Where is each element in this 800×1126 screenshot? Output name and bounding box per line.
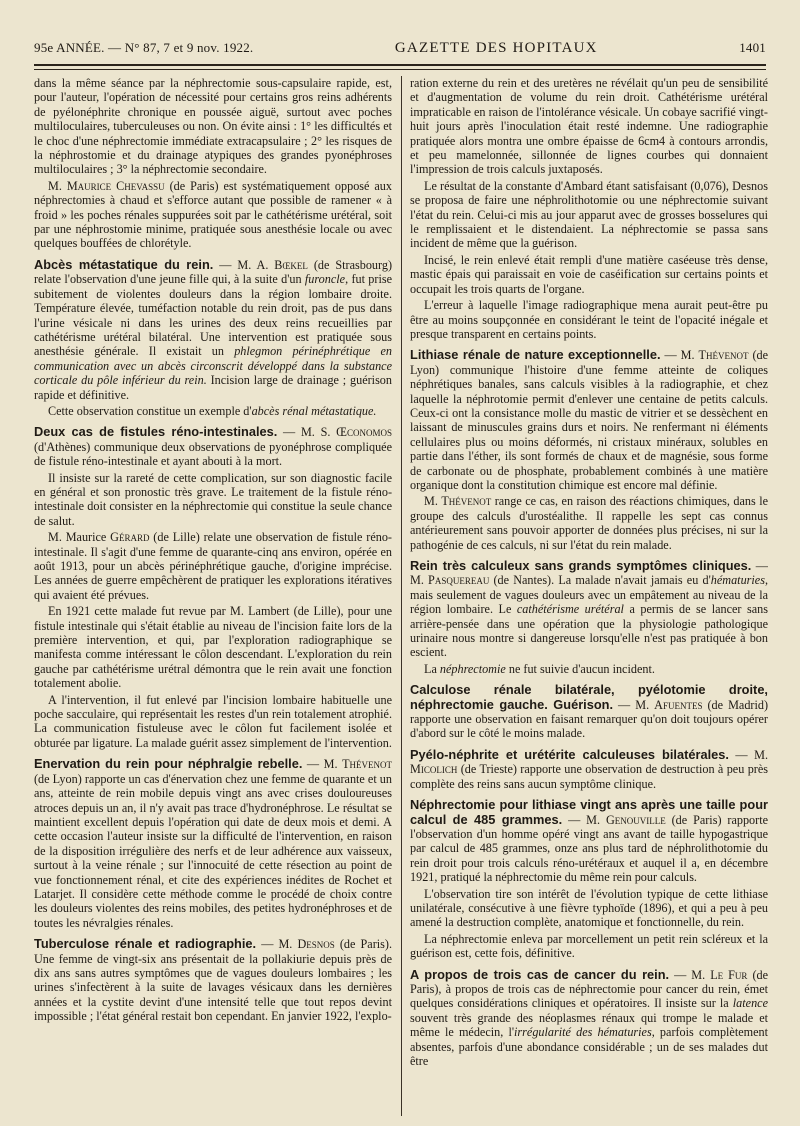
- section-heading: Abcès métastatique du rein.: [34, 256, 214, 272]
- paragraph: Il insiste sur la rareté de cette complication, sur son diagnostic facile en général et son pronostic très grave. Le traitement de la fistule réno-intestinale doit consister en la néphrectomie qui constitue la seule chance de salut.: [34, 470, 392, 528]
- page-header: [34, 40, 766, 66]
- right-column: ration externe du rein et des uretères ne révélait qu'un peu de sensibilité et d'augmentation de volume du rein droit. Cathétérisme urétéral impraticable en raison de l'intolérance vésicale. Un cobaye sacrifié vingt-huit jours après l'inoculation était resté indemne. Une radiographie pratiquée alors montra une ombre épaisse de 6cm4 à contours arrondis, et peu mamelonnée, sillonnée de lignes courbes qui donnaient l'impression de trois calculs juxtaposés. Le résultat de la constante d'Ambard étant satisfaisant (0,076), Desnos se proposa de faire une néphrolithotomie ou une néphrectomie suivant l'état du rein. Celui-ci mis au jour apparut avec de grosses bosselures qui le remplissaient et le distendaient. La néphrectomie se passa sans incident de même que la guérison. Incisé, le rein enlevé était rempli d'une matière caséeuse très dense, mastic épais qui paraissait en voie de caséification sur certains points et occupait les trois quarts de l'organe. L'erreur à laquelle l'image radiographique mena aurait peut-être pu être au moins soupçonnée en considérant le teint de l'opacité inégale et presque transparent en certains points. Lithiase rénale de nature exceptionnelle. — M. Thévenot (de Lyon) communique l'histoire d'une femme atteinte de coliques néphrétiques banales, sans calculs visibles à la radiographie, et chez laquelle la néphrotomie permit d'enlever une centaine de petits calculs. Ceux-ci ont la consistance molle du mastic de vitrier et se dessèchent en laissant de minuscules grains durs et noirs. Ne renfermant ni éléments cellulaires plus ou moins déformés, ni cristaux minéraux, solubles en partie dans l'éther, ils sont formés de chaux et de magnésie, sous forme de carbonate ou de phosphate, probablement combinés à une matière organique dont la constitution chimique est encore mal définie. M. Thévenot range ce cas, en raison des réactions chimiques, dans le groupe des calculs d'urostéalithe. Il rappelle les sept cas connus antérieurement sans pouvoir apporter de données plus précises, ni sur la pathogénie de ces calculs, ni sur l'état du rein malade. Rein très calculeux sans grands symptômes cliniques. — M. Pasquereau (de Nantes). La malade n'avait jamais eu d'hématuries, mais seulement de vagues douleurs avec un empâtement au niveau de la région lombaire. Le cathétérisme urétéral a permis de se lancer sans arrière-pensée dans une opération que la physiologie pathologique urinaire nous montre si dangereuse lorsqu'elle n'est pas pratiquée à bon escient. La néphrectomie ne fut suivie d'aucun incident. Calculose rénale bilatérale, pyélotomie droite, néphrectomie gauche. Guérison. — M. Afuentes (de Madrid) rapporte une observation en faisant remarquer qu'on doit toujours opérer d'abord sur le côté le moins malade. Pyélo-néphrite et urétérite calculeuses bilatérales. — M. Micolich (de Trieste) rapporte une observation de destruction à peu près complète des reins sans aucun symptôme clinique. Néphrectomie pour lithiase vingt ans après une taille pour calcul de 485 grammes. — M. Genouville (de Paris) rapporte l'observation d'un homme opéré vingt ans avant de taille hypogastrique par calcul de 485 grammes, onze ans plus tard de néphrolithotomie du rein droit pour trois calculs réno-urétéraux et auquel il a, en décembre 1921, pratiqué la néphrectomie du même rein pour calculs. L'observation tire son intérêt de l'évolution typique de cette lithiase unilatérale, consécutive à une fièvre typhoïde (1896), et qui a peu à peu amené la destruction complète, anatomique et fonctionnelle, du rein. La néphrectomie enleva par morcellement un petit rein scléreux et la guérison est, cette fois, définitive. A propos de trois cas de cancer du rein. — M. Le Fur (de Paris), à propos de trois cas de néphrectomie pour cancer du rein, émet quelques considérations cliniques et opératoires. Il insiste sur la latence souvent très grande des néoplasmes rénaux qui trompe le malade et même le médecin, l'irrégularité des hématuries, parfois complètement absentes, parfois d'une abondance considérable ; un de ses malades dut être: [410, 76, 768, 1068]
- paragraph: dans la même séance par la néphrectomie sous-capsulaire rapide, est, pour l'auteur, l'opération de nécessité pour certains gros reins adhérents de pyélonéphrite chronique en poussée aiguë, surtout avec poches multiloculaires, tuberculeuses ou non. On évite ainsi : 1° les difficultés et le choc d'une néphrectomie immédiate extracapsulaire ; 2° les risques de la néphrostomie et du drainage atypiques des grandes pyonéphroses multiloculaires ; 3° la néphrectomie secondaire.: [34, 76, 392, 177]
- section-heading: Deux cas de fistules réno-intestinales.: [34, 424, 278, 440]
- author-name: Pasquereau: [428, 573, 490, 588]
- author-name: Thévenot: [441, 494, 492, 509]
- author-name: Œconomos: [336, 425, 392, 440]
- section-heading: Calculose rénale bilatérale, pyélotomie droite, néphrectomie gauche. Guérison.: [410, 682, 768, 712]
- section-heading: Rein très calculeux sans grands symptômes cliniques.: [410, 558, 752, 573]
- author-name: Bœkel: [274, 257, 308, 272]
- section-heading: Enervation du rein pour néphralgie rebelle.: [34, 756, 303, 772]
- author-name: Desnos: [297, 937, 335, 952]
- author-name: Le Fur: [710, 967, 748, 982]
- column-divider: [401, 76, 402, 1116]
- section-heading: Lithiase rénale de nature exceptionnelle.: [410, 347, 661, 363]
- header-rule-thin: [34, 69, 766, 70]
- left-column: dans la même séance par la néphrectomie sous-capsulaire rapide, est, pour l'auteur, l'opération de nécessité pour certains gros reins adhérents de pyélonéphrite chronique en poussée aiguë, surtout avec poches multiloculaires, tuberculeuses ou non. On évite ainsi : 1° les difficultés et le choc d'une néphrectomie immédiate extracapsulaire ; 2° les risques de la néphrostomie et du drainage atypiques des grandes pyonéphroses multiloculaires ; 3° la néphrectomie secondaire. M. Maurice Chevassu (de Paris) est systématiquement opposé aux néphrectomies à chaud et s'efforce autant que possible de ramener « à froid » les poches rénales suppurées soit par le cathétérisme urétéral, soit par une néphrostomie minime, pratiquée sous anesthésie locale ou avec quelques bouffées de chlorétyle. Abcès métastatique du rein. — M. A. Bœkel (de Strasbourg) relate l'observation d'une jeune fille qui, à la suite d'un furoncle, fut prise subitement de violentes douleurs dans la région lombaire droite. Température élevée, tuméfaction notable du rein droit, pas de pus dans l'urine vésicale ni dans les urines des deux reins recueillies par cathétérisme urétéral bilatéral. Une intervention est pratiquée sous anesthésie générale. Il existait un phlegmon périnéphrétique en communication avec un abcès circonscrit développé dans la substance corticale du pôle inférieur du rein. Incision large de drainage ; guérison rapide et définitive. Cette observation constitue un exemple d'abcès rénal métastatique. Deux cas de fistules réno-intestinales. — M. S. Œconomos (d'Athènes) communique deux observations de pyonéphrose compliquée de fistule réno-intestinale et ayant abouti à la mort. Il insiste sur la rareté de cette complication, sur son diagnostic facile en général et son pronostic très grave. Le traitement de la fistule réno-intestinale doit consister en la néphrectomie qui constitue la seule chance de salut. M. Maurice Gérard (de Lille) relate une observation de fistule réno-intestinale. Il s'agit d'une femme de quarante-cinq ans environ, opérée en août 1913, pour un abcès périnéphrétique gauche, d'origine imprécise. Les années de guerre empêchèrent de pratiquer les explorations itératives qui avaient été prévues. En 1921 cette malade fut revue par M. Lambert (de Lille), pour une fistule intestinale qui s'était établie au niveau de l'incision faite lors de la première intervention, et qui, par l'exploration radiographique se manifesta comme intéressant le côlon descendant. L'exploration du rein gauche par cathétérisme urétral démontra que le rein avait une fonction totalement abolie. A l'intervention, il fut enlevé par l'incision lombaire habituelle une poche sacculaire, qui représentait les restes d'un rein totalement atrophié. La communication fistuleuse avec le côlon fut facilement isolée et obturée par ligature. La malade guérit assez simplement de l'intervention. Enervation du rein pour néphralgie rebelle. — M. Thévenot (de Lyon) rapporte un cas d'énervation chez une femme de quarante et un ans, atteinte de rein mobile depuis vingt ans avec crises douloureuses atroces depuis un an, il n'y avait pas trace d'hydronéphrose. Le résultat se maintient excellent depuis l'opération qui date de deux mois et demi. A cette occasion l'auteur insiste sur la difficulté de l'intervention, en raison de la disposition irrégulière des nerfs et de leur adhérence aux vaisseux, surtout à la veine rénale ; sur l'innocuité de cette résection au point de vue fonctionnement rénal, et cite des expériences inédites de Rochet et Latarjet. Il considère cette méthode comme le procédé de choix contre les douleurs violentes des reins mobiles, des petites hydronéphroses et de toutes les névralgies rénales. Tuberculose rénale et radiographie. — M. Desnos (de Paris). Une femme de vingt-six ans présentait de la pollakiurie depuis près de dix ans sans autres symptômes que de vagues douleurs lombaires ; les urines s'infectèrent à la suite de lavages vésicaux dans les dernières années et la cystite devint d'une intensité telle que tout repos devint impossible ; l'état général restait bon cependant. En janvier 1922, l'explo-: [34, 76, 392, 1024]
- paragraph: Cette observation constitue un exemple d'abcès rénal métastatique.: [48, 403, 377, 418]
- paragraph: M. Maurice Chevassu (de Paris) est systématiquement opposé aux néphrectomies à chaud et s'efforce autant que possible de ramener « à froid » les poches rénales suppurées soit par le cathétérisme urétéral, soit par une néphrostomie minime, pratiquée sous anesthésie locale ou avec quelques bouffées de chlorétyle.: [34, 178, 392, 251]
- page-number: 1401: [739, 40, 766, 55]
- author-name: Genouville: [605, 812, 666, 827]
- section-heading: A propos de trois cas de cancer du rein.: [410, 966, 670, 982]
- paragraph: Le résultat de la constante d'Ambard étant satisfaisant (0,076), Desnos se proposa de faire une néphrolithotomie ou une néphrectomie suivant l'état du rein. Celui-ci mis au jour apparut avec de grosses bosselures qui le remplissaient et le distendaient. La néphrectomie se passa sans incident de même que la guérison.: [410, 178, 768, 251]
- paragraph: Incisé, le rein enlevé était rempli d'une matière caséeuse très dense, mastic épais qui paraissait en voie de caséification sur certains points et occupait les trois quarts de l'organe.: [410, 252, 768, 296]
- paragraph: M. Maurice Gérard (de Lille) relate une observation de fistule réno-intestinale. Il s'agit d'une femme de quarante-cinq ans environ, opérée en août 1913, pour un abcès périnéphrétique gauche, d'origine imprécise. Les années de guerre empêchèrent de pratiquer les explorations itératives qui avaient été prévues.: [34, 530, 392, 602]
- author-name: Afuentes: [654, 697, 703, 712]
- issue-info: 95e ANNÉE. — N° 87, 7 et 9 nov. 1922.: [34, 40, 254, 55]
- author-name: Thévenot: [698, 348, 749, 363]
- paragraph: ration externe du rein et des uretères ne révélait qu'un peu de sensibilité et d'augmentation de volume du rein droit. Cathétérisme urétéral impraticable en raison de l'intolérance vésicale. Un cobaye sacrifié vingt-huit jours après l'inoculation était resté indemne. Une radiographie pratiquée alors montra une ombre épaisse de 6cm4 à contours arrondis, et peu mamelonnée, sillonnée de lignes courbes qui donnaient l'impression de trois calculs juxtaposés.: [410, 76, 768, 177]
- section-heading: Pyélo-néphrite et urétérite calculeuses bilatérales.: [410, 746, 729, 762]
- paragraph: L'erreur à laquelle l'image radiographique mena aurait peut-être pu être au moins soupçonnée en considérant le teint de l'opacité inégale et presque transparent en certains points.: [410, 298, 768, 341]
- paragraph: M. Thévenot range ce cas, en raison des réactions chimiques, dans le groupe des calculs d'urostéalithe. Il rappelle les sept cas connus antérieurement sans pouvoir apporter de données plus précises, ni sur la pathogénie de ces calculs, ni sur l'état du rein malade.: [410, 494, 768, 552]
- author-name: M. Maurice Chevassu: [48, 178, 165, 193]
- section-heading: Tuberculose rénale et radiographie.: [34, 936, 257, 952]
- paragraph: A l'intervention, il fut enlevé par l'incision lombaire habituelle une poche sacculaire, qui représentait les restes d'un rein totalement atrophié. La communication fistuleuse avec le côlon fut facilement isolée et obturée par ligature. La malade guérit assez simplement de l'intervention.: [34, 692, 392, 750]
- section-heading: Néphrectomie pour lithiase vingt ans après une taille pour calcul de 485 grammes.: [410, 797, 768, 827]
- paragraph: La néphrectomie ne fut suivie d'aucun incident.: [424, 661, 655, 676]
- author-name: Thévenot: [342, 757, 392, 772]
- author-name: Micolich: [410, 762, 458, 777]
- paragraph: La néphrectomie enleva par morcellement un petit rein scléreux et la guérison est, cette fois, définitive.: [410, 931, 768, 961]
- publication-title: GAZETTE DES HOPITAUX: [394, 40, 598, 56]
- author-name: Gérard: [110, 530, 150, 545]
- header-rule-thick: [34, 64, 766, 66]
- paragraph: L'observation tire son intérêt de l'évolution typique de cette lithiase unilatérale, consécutive à une fièvre typhoïde (1896), et qui a peu à peu amené la destruction complète, anatomique et fonctionnelle, du rein.: [410, 886, 768, 930]
- paragraph: En 1921 cette malade fut revue par M. Lambert (de Lille), pour une fistule intestinale qui s'était établie au niveau de l'incision faite lors de la première intervention, et qui, par l'exploration radiographique se manifesta comme intéressant le côlon descendant. L'exploration du rein gauche par cathétérisme urétral démontra que le rein avait une fonction totalement abolie.: [34, 604, 392, 691]
